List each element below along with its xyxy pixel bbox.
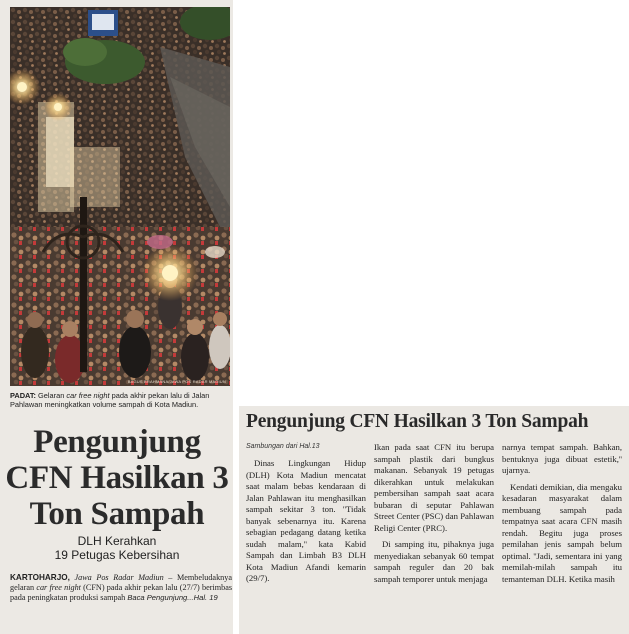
subhead-line-1: DLH Kerahkan	[77, 534, 157, 548]
front-page-clipping	[0, 0, 233, 634]
caption-italic: car free night	[66, 391, 110, 400]
front-headline: Pengunjung CFN Hasilkan 3 Ton Sampah	[5, 424, 229, 532]
continued-from-label: Sambungan dari Hal.13	[246, 443, 320, 450]
lead-text-1: – Membeludaknya gelaran	[10, 573, 232, 593]
front-lead-paragraph	[10, 573, 232, 604]
caption-lead-word: PADAT:	[10, 391, 36, 400]
continuation-headline: Pengunjung CFN Hasilkan 3 Ton Sampah	[246, 411, 589, 432]
front-subhead	[4, 534, 230, 562]
article-column-2	[374, 442, 494, 634]
lead-italic: car free night	[36, 583, 81, 593]
photo-caption	[10, 391, 232, 409]
photo-credit: BAGUS BRAHMANA/JAWA POS RADAR MADIUN	[127, 379, 226, 384]
article-column-1	[246, 442, 366, 634]
crowd-photo-illustration	[10, 7, 230, 386]
column-2-paragraph-2: Di samping itu, pihaknya juga menyediakan sebanyak 60 tempat sampah reguler dan 20 bak sampah temporer untuk menjaga	[374, 539, 494, 584]
column-1-paragraph-1: Dinas Lingkungan Hidup (DLH) Kota Madiun mencatat saat malam bebas kendaraan di Jalan Pahlawan itu menghasilkan sampah sekitar 3 ton. ''Tidak banyak sebenarnya itu. Karena sebagian pedagang datang ketika sudah malam,'' kata Kabid Sampah dan Limbah B3 DLH Kota Madiun Afandi kemarin (29/7).	[246, 458, 366, 583]
article-column-3	[502, 442, 622, 634]
article-columns	[246, 442, 629, 634]
column-3-paragraph-2: Kendati demikian, dia mengaku kesadaran masyarakat dalam membuang sampah pada tempatnya saat acara CFN masih rendah. Begitu juga proses pemilahan jenis sampah belum optimal. ''Jadi, sementara ini yang memilah-milah sampah itu temanteman DLH. Ketika masih	[502, 481, 622, 584]
lead-text-2: (CFN) pada akhir pekan lalu (27/7) berimbas pada peningkatan produksi sampah	[10, 583, 233, 603]
caption-text-1: Gelaran	[36, 391, 67, 400]
subhead-line-2: 19 Petugas Kebersihan	[54, 548, 180, 562]
column-2-paragraph-1: Ikan pada saat CFN itu berupa sampah plastik dari bungkus makanan. Sebanyak 19 petugas dikerahkan untuk melakukan pembersihan sampah saat acara bubaran di seputar Pahlawan Street Center (PSC) dan Pahlawan Religi Center (PRC).	[374, 442, 494, 533]
publication-name: Jawa Pos Radar Madiun	[69, 573, 164, 582]
continued-reference: Baca Pengunjung...Hal. 19	[127, 593, 218, 603]
crowd-photo	[10, 7, 230, 386]
continuation-clipping	[239, 406, 629, 634]
caption-text-2: pada akhir pekan lalu di Jalan Pahlawan meningkatkan volume sampah di Kota Madiun.	[10, 391, 210, 410]
dateline: KARTOHARJO,	[10, 573, 70, 582]
column-3-paragraph-1: narnya tempat sampah. Bahkan, bentuknya juga dibuat estetik,'' ujarnya.	[502, 442, 622, 475]
